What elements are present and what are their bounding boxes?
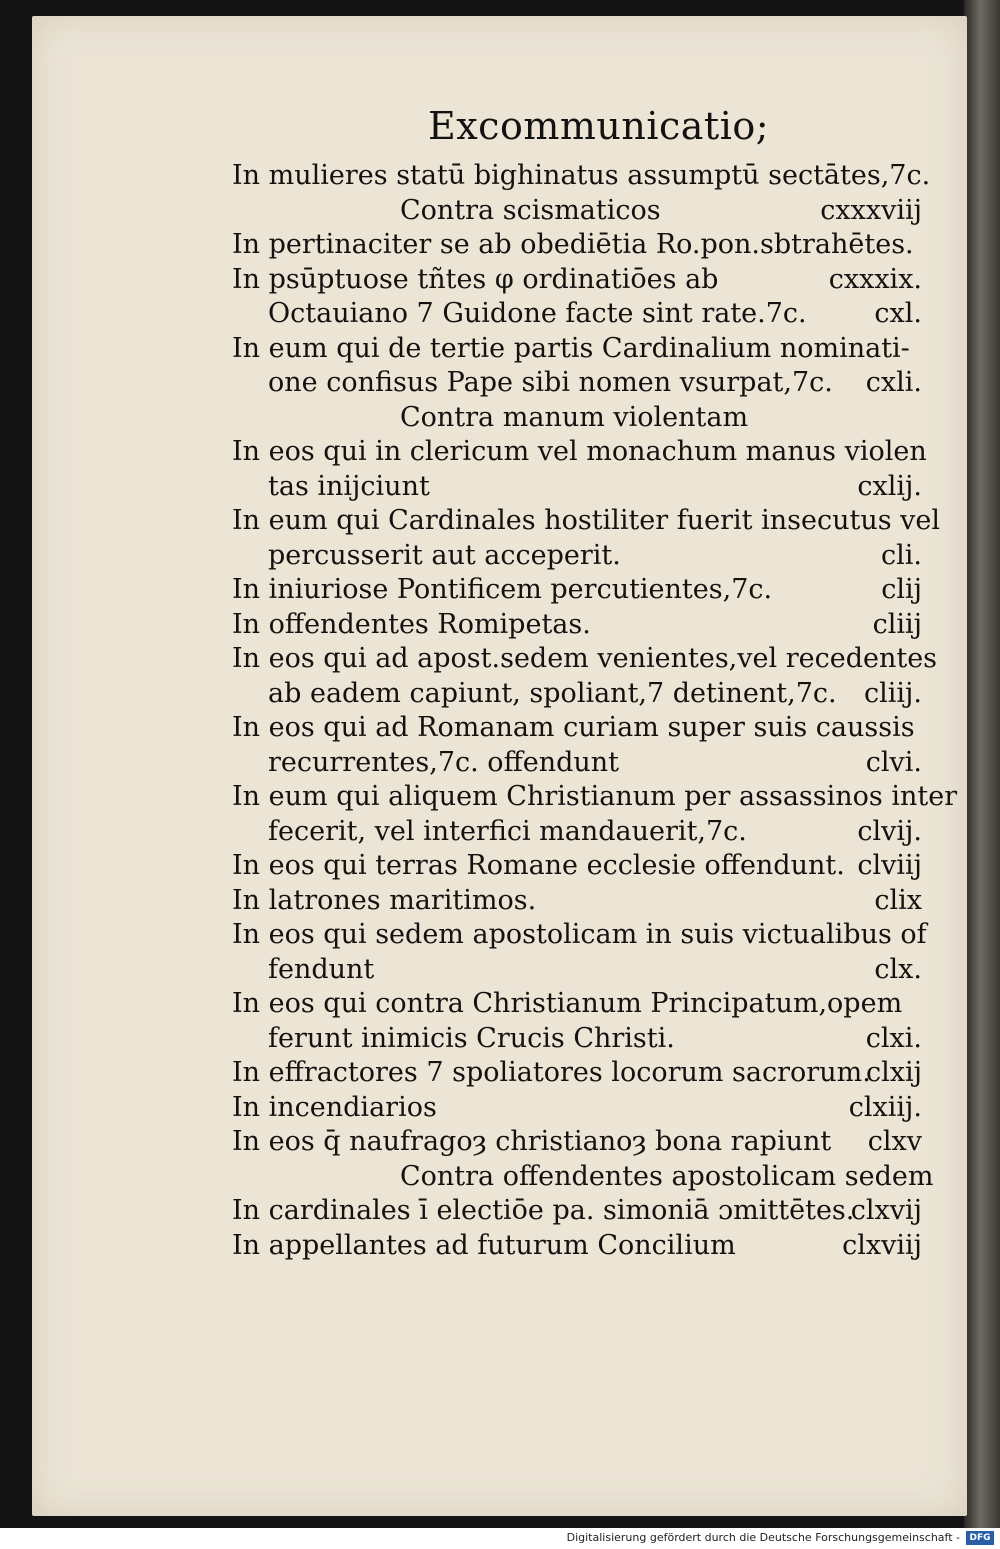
- entry-text: In eos q̄ naufragoȝ christianoȝ bona rapiunt: [232, 1126, 832, 1157]
- entry-text: In offendentes Romipetas.: [232, 608, 591, 640]
- entry-text: recurrentes,7c. offendunt: [268, 746, 620, 778]
- entry-text: In eum qui aliquem Christianum per assassinos inter: [232, 781, 958, 812]
- index-entry: [232, 331, 922, 367]
- entry-folio-number: cli.: [881, 539, 922, 571]
- index-entry: [232, 227, 922, 263]
- entry-folio-number: clxi.: [865, 1022, 922, 1054]
- entry-text: fecerit, vel interfici mandauerit,7c.: [268, 815, 747, 847]
- index-entry: [232, 848, 922, 884]
- entry-text: ferunt inimicis Crucis Christi.: [268, 1022, 675, 1054]
- entry-text: Octauiano 7 Guidone facte sint rate.7c.: [268, 298, 807, 329]
- entry-text: In effractores 7 spoliatores locorum sacrorum.: [232, 1057, 871, 1088]
- index-entry: [232, 193, 922, 229]
- entry-folio-number: clij: [881, 574, 922, 605]
- index-entry: [232, 814, 922, 850]
- entry-text: In psūptuose tñtes φ ordinatiōes ab: [232, 263, 719, 295]
- entry-text: fendunt: [268, 953, 375, 985]
- entry-text: In eos qui contra Christianum Principatum,opem: [232, 988, 903, 1019]
- index-entry: [232, 745, 922, 781]
- entry-folio-number: clxvij: [850, 1195, 922, 1226]
- index-entry: [232, 1055, 922, 1091]
- index-entry: [232, 676, 922, 712]
- footer-credit: Digitalisierung gefördert durch die Deutsche Forschungsgemeinschaft -: [566, 1531, 960, 1544]
- index-entry: [232, 434, 927, 470]
- entry-text: In latrones maritimos.: [232, 884, 537, 916]
- entry-text: Contra manum violentam: [400, 401, 749, 433]
- entry-text: In eum qui Cardinales hostiliter fuerit insecutus vel: [232, 505, 941, 536]
- index-entry: [232, 572, 922, 608]
- index-entry: [232, 952, 922, 988]
- entry-folio-number: clviij: [857, 850, 922, 881]
- index-entry: [232, 1021, 922, 1057]
- entry-folio-number: clxij: [866, 1057, 922, 1088]
- index-entry: [232, 400, 922, 436]
- entry-text: In mulieres statū bighinatus assumptū sectātes,7c.: [232, 160, 931, 191]
- index-entry: [232, 710, 922, 746]
- index-entry: [232, 883, 922, 919]
- index-entry: [232, 365, 922, 401]
- page-heading: Excommunicatio;: [428, 104, 770, 148]
- index-entry: [232, 538, 922, 574]
- entry-text: In eos qui ad apost.sedem venientes,vel recedentes: [232, 643, 938, 674]
- book-spine: [964, 0, 1000, 1528]
- entry-folio-number: cxl.: [874, 298, 922, 329]
- entry-text: In incendiarios: [232, 1091, 437, 1123]
- entry-folio-number: cxxxviij: [820, 194, 922, 226]
- entry-text: Contra offendentes apostolicam sedem: [400, 1160, 934, 1192]
- index-entry: [232, 641, 938, 677]
- entry-folio-number: clxviij: [842, 1229, 922, 1261]
- index-entry: [232, 779, 958, 815]
- index-entry: [232, 1090, 922, 1126]
- entry-text: In appellantes ad futurum Concilium: [232, 1229, 736, 1261]
- entry-text: In eos qui sedem apostolicam in suis victualibus of: [232, 919, 927, 950]
- index-entry: [232, 1193, 922, 1229]
- index-entry: [232, 917, 927, 953]
- entry-folio-number: cxxxix.: [828, 263, 922, 295]
- entry-text: In eos qui in clericum vel monachum manus violen: [232, 436, 927, 467]
- index-entry: [232, 262, 922, 298]
- index-entry: [232, 986, 922, 1022]
- entry-text: In eum qui de tertie partis Cardinalium nominati-: [232, 332, 910, 364]
- index-entry: [232, 469, 922, 505]
- entry-folio-number: cliij: [872, 608, 922, 640]
- entry-folio-number: clvij.: [857, 815, 922, 847]
- entry-folio-number: cxlij.: [857, 470, 922, 502]
- entry-folio-number: cliij.: [864, 677, 922, 709]
- entry-folio-number: clxiij.: [848, 1091, 922, 1123]
- entry-folio-number: clxv: [867, 1126, 922, 1157]
- entry-text: one confisus Pape sibi nomen vsurpat,7c.: [268, 367, 833, 398]
- entry-folio-number: cxli.: [865, 367, 922, 398]
- index-entry: [232, 1124, 922, 1160]
- dfg-logo-icon: DFG: [966, 1531, 994, 1545]
- entry-text: Contra scismaticos: [400, 194, 661, 226]
- index-entry: [232, 296, 922, 332]
- entry-folio-number: clvi.: [865, 746, 922, 778]
- entry-text: In cardinales ī electiōe pa. simoniā ɔmittētes.: [232, 1195, 855, 1226]
- entry-text: In eos qui terras Romane ecclesie offendunt.: [232, 850, 845, 881]
- entry-text: tas inijciunt: [268, 470, 430, 502]
- index-entry: [232, 1228, 922, 1264]
- entry-text: percusserit aut acceperit.: [268, 539, 621, 571]
- entry-folio-number: clx.: [874, 953, 922, 985]
- entry-text: In eos qui ad Romanam curiam super suis caussis: [232, 712, 915, 743]
- index-entry: [232, 607, 922, 643]
- index-entry: [232, 503, 941, 539]
- footer-bar: [0, 1528, 1000, 1549]
- entry-text: ab eadem capiunt, spoliant,7 detinent,7c.: [268, 677, 837, 709]
- index-entry: [232, 1159, 934, 1195]
- index-entry: [232, 158, 931, 194]
- entry-text: In iniuriose Pontificem percutientes,7c.: [232, 574, 773, 605]
- entry-text: In pertinaciter se ab obediētia Ro.pon.sbtrahētes.: [232, 229, 914, 260]
- entry-folio-number: clix: [874, 884, 922, 916]
